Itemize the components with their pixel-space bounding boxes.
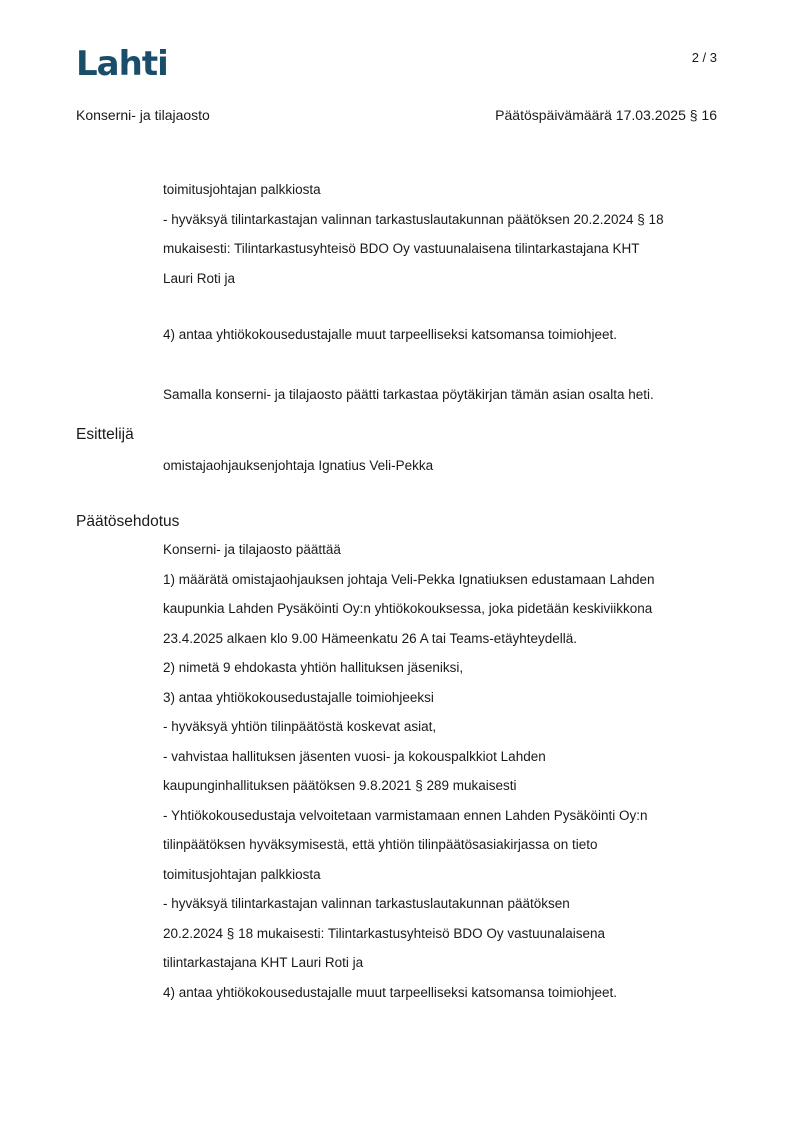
text-line: Konserni- ja tilajaosto päättää — [163, 542, 341, 557]
instruction-item-4 — [163, 320, 723, 350]
text-line: tilinpäätöksen hyväksymisestä, että yhtiön tilinpäätösasiakirjassa on tieto — [163, 837, 598, 852]
lahti-logo — [76, 46, 168, 82]
text-line: toimitusjohtajan palkkiosta — [163, 182, 321, 197]
text-line: - hyväksyä yhtiön tilinpäätöstä koskevat asiat, — [163, 719, 437, 734]
text-line: omistajaohjauksenjohtaja Ignatius Veli-Pekka — [163, 458, 434, 473]
text-line: 3) antaa yhtiökokousedustajalle toimiohjeeksi — [163, 689, 434, 705]
continuation-text — [163, 175, 723, 293]
text-line: 1) määrätä omistajaohjauksen johtaja Veli-Pekka Ignatiuksen edustamaan Lahden — [163, 571, 655, 587]
page-number: 2 / 3 — [691, 50, 717, 65]
decision-date: Päätöspäivämäärä 17.03.2025 § 16 — [495, 107, 717, 123]
proposal-heading: Päätösehdotus — [76, 513, 180, 530]
text-line: Lauri Roti ja — [163, 270, 236, 286]
text-line: kaupunkia Lahden Pysäköinti Oy:n yhtiökokouksessa, joka pidetään keskiviikkona — [163, 601, 653, 616]
confirmation-statement — [163, 380, 723, 410]
presenter-heading: Esittelijä — [76, 426, 134, 443]
text-line: - hyväksyä tilintarkastajan valinnan tarkastuslautakunnan päätöksen — [163, 896, 570, 911]
text-line: tilintarkastajana KHT Lauri Roti ja — [163, 955, 364, 970]
text-line: toimitusjohtajan palkkiosta — [163, 866, 321, 882]
logo-wordmark: Lahti — [76, 44, 168, 84]
text-line: 20.2.2024 § 18 mukaisesti: Tilintarkastusyhteisö BDO Oy vastuunalaisena — [163, 925, 605, 941]
organization-name: Konserni- ja tilajaosto — [76, 107, 210, 123]
text-line: kaupunginhallituksen päätöksen 9.8.2021 § 289 mukaisesti — [163, 778, 517, 793]
proposal-text — [163, 535, 723, 1007]
text-line: - vahvistaa hallituksen jäsenten vuosi- ja kokouspalkkiot Lahden — [163, 748, 546, 764]
text-line: - hyväksyä tilintarkastajan valinnan tarkastuslautakunnan päätöksen 20.2.2024 § 18 — [163, 211, 664, 227]
text-line: 23.4.2025 alkaen klo 9.00 Hämeenkatu 26 A tai Teams-etäyhteydellä. — [163, 630, 578, 646]
presenter-name — [163, 451, 723, 481]
text-line: 2) nimetä 9 ehdokasta yhtiön hallituksen jäseniksi, — [163, 660, 464, 675]
text-line: 4) antaa yhtiökokousedustajalle muut tarpeelliseksi katsomansa toimiohjeet. — [163, 327, 617, 342]
text-line: mukaisesti: Tilintarkastusyhteisö BDO Oy vastuunalaisena tilintarkastajana KHT — [163, 241, 640, 256]
text-line: Samalla konserni- ja tilajaosto päätti tarkastaa pöytäkirjan tämän asian osalta heti. — [163, 387, 654, 402]
text-line: 4) antaa yhtiökokousedustajalle muut tarpeelliseksi katsomansa toimiohjeet. — [163, 984, 617, 1000]
text-line: - Yhtiökokousedustaja velvoitetaan varmistamaan ennen Lahden Pysäköinti Oy:n — [163, 807, 648, 823]
